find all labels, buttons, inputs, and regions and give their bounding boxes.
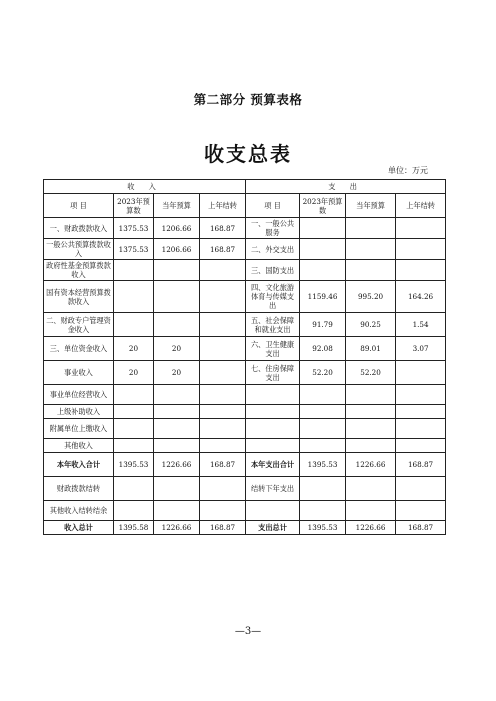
income-current-cell xyxy=(154,313,200,337)
income-header: 收 入 xyxy=(44,180,246,194)
table-row xyxy=(44,453,446,477)
income-item-cell: 其他收入结转结余 xyxy=(44,501,114,521)
expense-budget-2023-cell xyxy=(300,260,346,281)
income-carry-cell xyxy=(200,313,246,337)
expense-carry-cell: 1.54 xyxy=(396,313,446,337)
expense-item-cell: 三、国防支出 xyxy=(246,260,300,281)
expense-item-cell: 五、社会保障和就业支出 xyxy=(246,313,300,337)
expense-item-cell xyxy=(246,439,300,453)
table-row xyxy=(44,361,446,385)
col-header-budget-2023: 2023年预算数 xyxy=(300,194,346,218)
income-item-cell: 事业收入 xyxy=(44,361,114,385)
expense-budget-2023-cell xyxy=(300,419,346,439)
income-budget-2023-cell: 1375.53 xyxy=(114,239,154,260)
expense-item-cell xyxy=(246,385,300,405)
expense-current-cell: 1226.66 xyxy=(346,453,396,477)
expense-budget-2023-cell xyxy=(300,477,346,501)
expense-carry-cell: 164.26 xyxy=(396,281,446,313)
expense-carry-cell xyxy=(396,239,446,260)
expense-budget-2023-cell xyxy=(300,501,346,521)
expense-budget-2023-cell xyxy=(300,218,346,239)
table-row xyxy=(44,218,446,239)
income-carry-cell xyxy=(200,281,246,313)
table-row xyxy=(44,405,446,419)
income-current-cell xyxy=(154,439,200,453)
expense-current-cell xyxy=(346,419,396,439)
table-row xyxy=(44,337,446,361)
income-item-cell: 收入总计 xyxy=(44,521,114,535)
col-header-current: 当年预算 xyxy=(154,194,200,218)
income-current-cell: 1206.66 xyxy=(154,218,200,239)
section-header-row xyxy=(44,180,446,194)
income-budget-2023-cell xyxy=(114,419,154,439)
expense-carry-cell xyxy=(396,405,446,419)
income-item-cell: 三、单位资金收入 xyxy=(44,337,114,361)
income-item-cell: 国有资本经营预算拨款收入 xyxy=(44,281,114,313)
income-budget-2023-cell xyxy=(114,405,154,419)
income-carry-cell xyxy=(200,501,246,521)
expense-current-cell: 52.20 xyxy=(346,361,396,385)
column-header-row xyxy=(44,194,446,218)
expense-item-cell: 七、住房保障支出 xyxy=(246,361,300,385)
expense-carry-cell xyxy=(396,385,446,405)
expense-item-cell xyxy=(246,405,300,419)
income-budget-2023-cell: 1395.58 xyxy=(114,521,154,535)
income-current-cell: 20 xyxy=(154,337,200,361)
income-carry-cell: 168.87 xyxy=(200,218,246,239)
expense-current-cell xyxy=(346,260,396,281)
unit-label: 单位：万元 xyxy=(388,166,428,175)
expense-budget-2023-cell: 1395.53 xyxy=(300,453,346,477)
income-current-cell xyxy=(154,419,200,439)
expense-header: 支 出 xyxy=(246,180,446,194)
expense-carry-cell xyxy=(396,218,446,239)
expense-item-cell: 一、一般公共服务 xyxy=(246,218,300,239)
table-row xyxy=(44,439,446,453)
expense-item-cell xyxy=(246,501,300,521)
expense-carry-cell: 168.87 xyxy=(396,521,446,535)
expense-budget-2023-cell xyxy=(300,405,346,419)
expense-budget-2023-cell: 1395.53 xyxy=(300,521,346,535)
col-header-item: 项 目 xyxy=(44,194,114,218)
expense-current-cell xyxy=(346,218,396,239)
expense-budget-2023-cell: 92.08 xyxy=(300,337,346,361)
col-header-carry: 上年结转 xyxy=(396,194,446,218)
income-carry-cell xyxy=(200,405,246,419)
income-current-cell: 1226.66 xyxy=(154,521,200,535)
page-number: —3— xyxy=(234,626,262,637)
income-budget-2023-cell xyxy=(114,501,154,521)
table-row xyxy=(44,477,446,501)
expense-carry-cell xyxy=(396,501,446,521)
income-carry-cell: 168.87 xyxy=(200,521,246,535)
income-current-cell xyxy=(154,501,200,521)
income-item-cell: 二、财政专户管理资金收入 xyxy=(44,313,114,337)
col-header-carry: 上年结转 xyxy=(200,194,246,218)
expense-budget-2023-cell: 91.79 xyxy=(300,313,346,337)
income-budget-2023-cell: 20 xyxy=(114,337,154,361)
income-budget-2023-cell xyxy=(114,385,154,405)
expense-current-cell: 995.20 xyxy=(346,281,396,313)
income-item-cell: 政府性基金预算拨款收入 xyxy=(44,260,114,281)
income-item-cell: 一、财政拨款收入 xyxy=(44,218,114,239)
income-carry-cell xyxy=(200,260,246,281)
expense-item-cell: 结转下年支出 xyxy=(246,477,300,501)
income-carry-cell xyxy=(200,361,246,385)
income-item-cell: 一般公共预算拨款收入 xyxy=(44,239,114,260)
expense-current-cell: 90.25 xyxy=(346,313,396,337)
income-budget-2023-cell xyxy=(114,281,154,313)
income-item-cell: 上级补助收入 xyxy=(44,405,114,419)
table-body xyxy=(44,218,446,535)
income-item-cell: 其他收入 xyxy=(44,439,114,453)
expense-item-cell xyxy=(246,419,300,439)
income-budget-2023-cell xyxy=(114,439,154,453)
expense-current-cell: 89.01 xyxy=(346,337,396,361)
expense-item-cell: 六、卫生健康支出 xyxy=(246,337,300,361)
expense-budget-2023-cell xyxy=(300,385,346,405)
expense-current-cell xyxy=(346,477,396,501)
income-carry-cell xyxy=(200,477,246,501)
expense-budget-2023-cell: 52.20 xyxy=(300,361,346,385)
expense-budget-2023-cell: 1159.46 xyxy=(300,281,346,313)
income-item-cell: 本年收入合计 xyxy=(44,453,114,477)
income-current-cell xyxy=(154,477,200,501)
income-current-cell xyxy=(154,405,200,419)
expense-item-cell: 本年支出合计 xyxy=(246,453,300,477)
expense-current-cell: 1226.66 xyxy=(346,521,396,535)
income-carry-cell xyxy=(200,385,246,405)
expense-current-cell xyxy=(346,501,396,521)
table-row xyxy=(44,501,446,521)
income-current-cell xyxy=(154,281,200,313)
expense-item-cell: 二、外交支出 xyxy=(246,239,300,260)
expense-item-cell: 四、文化旅游体育与传媒支出 xyxy=(246,281,300,313)
page-title: 收支总表 xyxy=(204,142,292,166)
income-current-cell xyxy=(154,385,200,405)
budget-table xyxy=(43,179,446,535)
expense-item-cell: 支出总计 xyxy=(246,521,300,535)
income-carry-cell: 168.87 xyxy=(200,453,246,477)
expense-current-cell xyxy=(346,439,396,453)
income-budget-2023-cell xyxy=(114,313,154,337)
income-budget-2023-cell: 1395.53 xyxy=(114,453,154,477)
table-row xyxy=(44,260,446,281)
expense-carry-cell xyxy=(396,361,446,385)
col-header-current: 当年预算 xyxy=(346,194,396,218)
table-row xyxy=(44,239,446,260)
col-header-budget-2023: 2023年预算数 xyxy=(114,194,154,218)
table-row xyxy=(44,281,446,313)
expense-budget-2023-cell xyxy=(300,239,346,260)
expense-carry-cell xyxy=(396,477,446,501)
income-current-cell xyxy=(154,260,200,281)
expense-budget-2023-cell xyxy=(300,439,346,453)
income-budget-2023-cell: 20 xyxy=(114,361,154,385)
income-item-cell: 附属单位上缴收入 xyxy=(44,419,114,439)
income-current-cell: 1226.66 xyxy=(154,453,200,477)
income-budget-2023-cell: 1375.53 xyxy=(114,218,154,239)
income-carry-cell: 168.87 xyxy=(200,239,246,260)
col-header-item: 项 目 xyxy=(246,194,300,218)
income-budget-2023-cell xyxy=(114,260,154,281)
expense-carry-cell xyxy=(396,419,446,439)
table-row xyxy=(44,521,446,535)
income-item-cell: 财政拨款结转 xyxy=(44,477,114,501)
income-carry-cell xyxy=(200,337,246,361)
income-item-cell: 事业单位经营收入 xyxy=(44,385,114,405)
income-current-cell: 20 xyxy=(154,361,200,385)
income-current-cell: 1206.66 xyxy=(154,239,200,260)
expense-current-cell xyxy=(346,239,396,260)
income-budget-2023-cell xyxy=(114,477,154,501)
expense-carry-cell xyxy=(396,439,446,453)
income-carry-cell xyxy=(200,419,246,439)
table-row xyxy=(44,313,446,337)
table-row xyxy=(44,419,446,439)
income-carry-cell xyxy=(200,439,246,453)
expense-carry-cell: 3.07 xyxy=(396,337,446,361)
expense-carry-cell xyxy=(396,260,446,281)
expense-current-cell xyxy=(346,385,396,405)
table-row xyxy=(44,385,446,405)
expense-current-cell xyxy=(346,405,396,419)
expense-carry-cell: 168.87 xyxy=(396,453,446,477)
part-title: 第二部分 预算表格 xyxy=(193,92,303,107)
